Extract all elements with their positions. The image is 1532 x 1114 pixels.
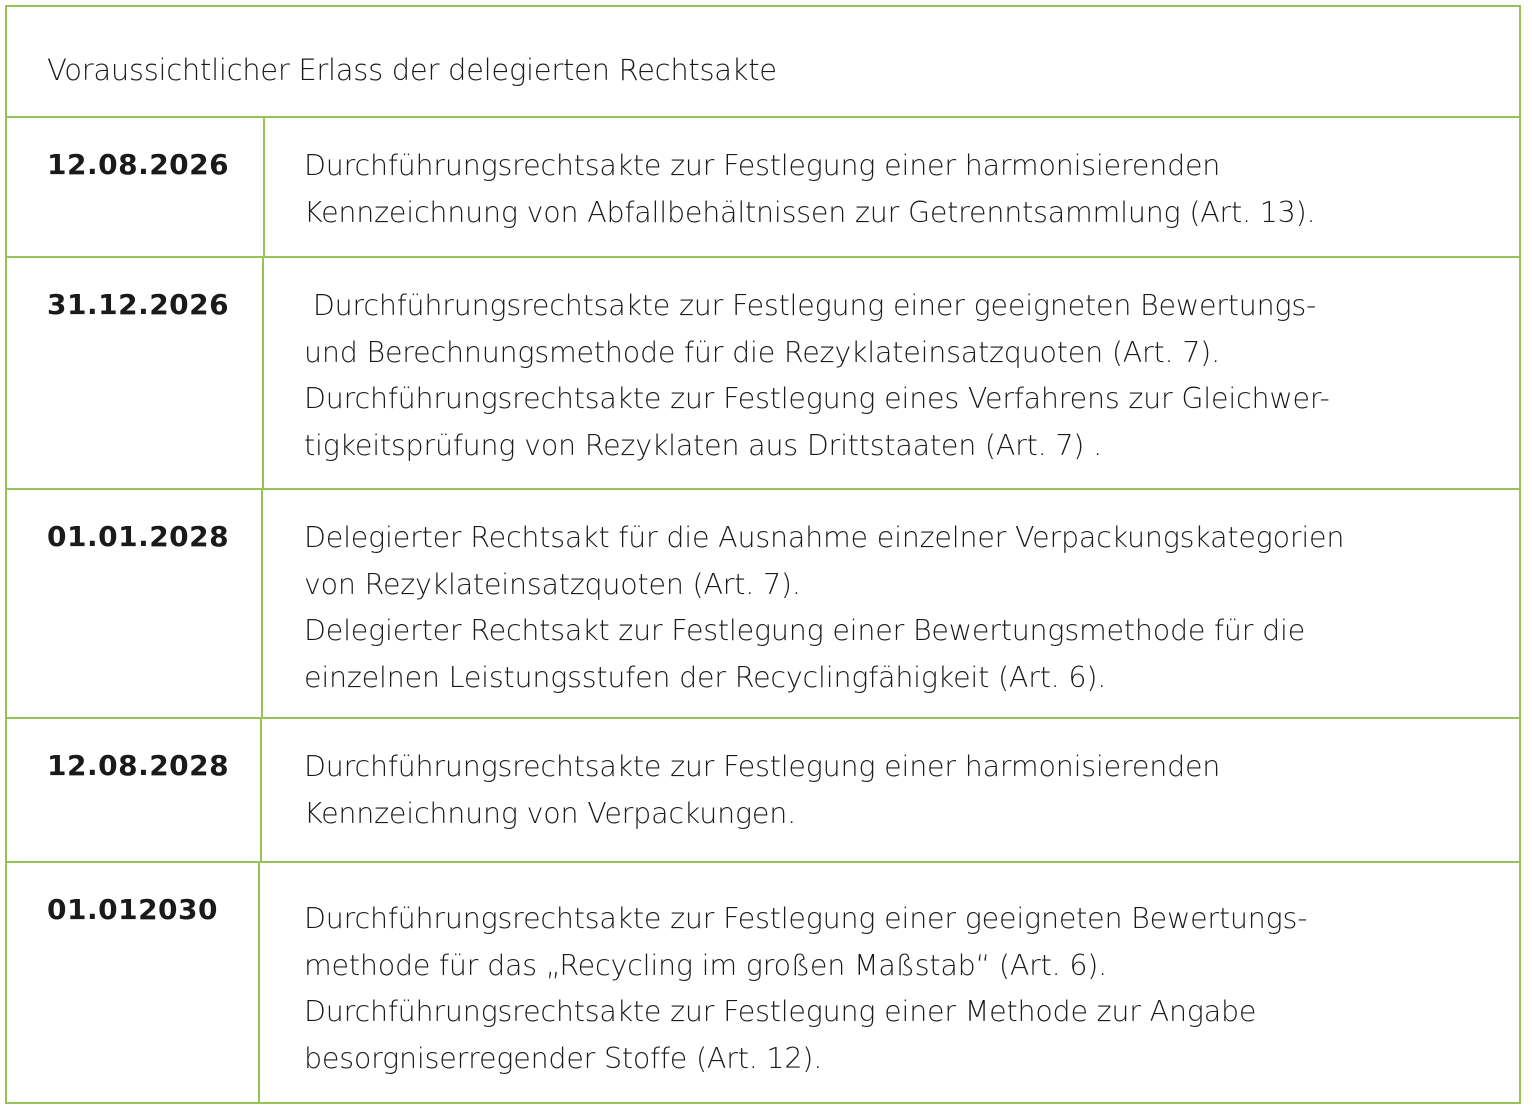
legal-acts-table — [5, 5, 1521, 1104]
description-line: Delegierter Rechtsakt zur Festlegung einer Bewertungsmethode für die — [304, 614, 1306, 647]
description-line: Durchführungsrechtsakte zur Festlegung einer Methode zur Angabe — [304, 995, 1257, 1028]
description-line: von Rezyklateinsatzquoten (Art. 7). — [304, 567, 801, 601]
table-header-row — [7, 7, 1519, 118]
description-line: tigkeitsprüfung von Rezyklaten aus Drittstaaten (Art. 7) . — [304, 428, 1102, 462]
date-value: 12.08.2028 — [47, 749, 230, 782]
description-line: Durchführungsrechtsakte zur Festlegung eines Verfahrens zur Gleichwer- — [304, 382, 1330, 415]
description-line: Durchführungsrechtsakte zur Festlegung einer harmonisierenden — [304, 750, 1221, 783]
table-row — [7, 863, 1519, 1104]
table-row — [7, 258, 1519, 490]
description-line: Durchführungsrechtsakte zur Festlegung einer geeigneten Bewertungs- — [304, 902, 1308, 935]
date-value: 12.08.2026 — [47, 148, 230, 181]
date-value: 01.01.2028 — [47, 520, 230, 553]
description-line: besorgniserregender Stoffe (Art. 12). — [304, 1041, 823, 1075]
date-cell — [7, 118, 265, 256]
date-value: 31.12.2026 — [47, 288, 230, 321]
date-cell — [7, 258, 264, 488]
description-line: und Berechnungsmethode für die Rezyklateinsatzquoten (Art. 7). — [304, 335, 1220, 369]
table-row — [7, 118, 1519, 258]
description-line: Kennzeichnung von Verpackungen. — [304, 796, 796, 830]
description-line: Delegierter Rechtsakt für die Ausnahme einzelner Verpackungskategorien — [304, 521, 1345, 554]
table-row — [7, 490, 1519, 719]
table-row — [7, 719, 1519, 863]
date-value: 01.012030 — [47, 893, 218, 926]
description-line: Durchführungsrechtsakte zur Festlegung einer geeigneten Bewertungs- — [304, 289, 1317, 322]
description-cell — [304, 744, 1499, 837]
description-line: methode für das „Recycling im großen Maßstab“ (Art. 6). — [304, 948, 1108, 982]
description-cell — [304, 896, 1499, 1082]
description-cell — [304, 283, 1499, 469]
date-cell — [7, 719, 262, 861]
date-cell — [7, 863, 260, 1104]
date-cell — [7, 490, 263, 717]
description-line: Durchführungsrechtsakte zur Festlegung einer harmonisierenden — [304, 149, 1221, 182]
description-line: einzelnen Leistungsstufen der Recyclingfähigkeit (Art. 6). — [304, 660, 1107, 694]
description-line: Kennzeichnung von Abfallbehältnissen zur Getrenntsammlung (Art. 13). — [304, 195, 1316, 229]
description-cell — [304, 515, 1499, 701]
description-cell — [304, 143, 1499, 236]
table-header-title: Voraussichtlicher Erlass der delegierten Rechtsakte — [47, 53, 777, 87]
